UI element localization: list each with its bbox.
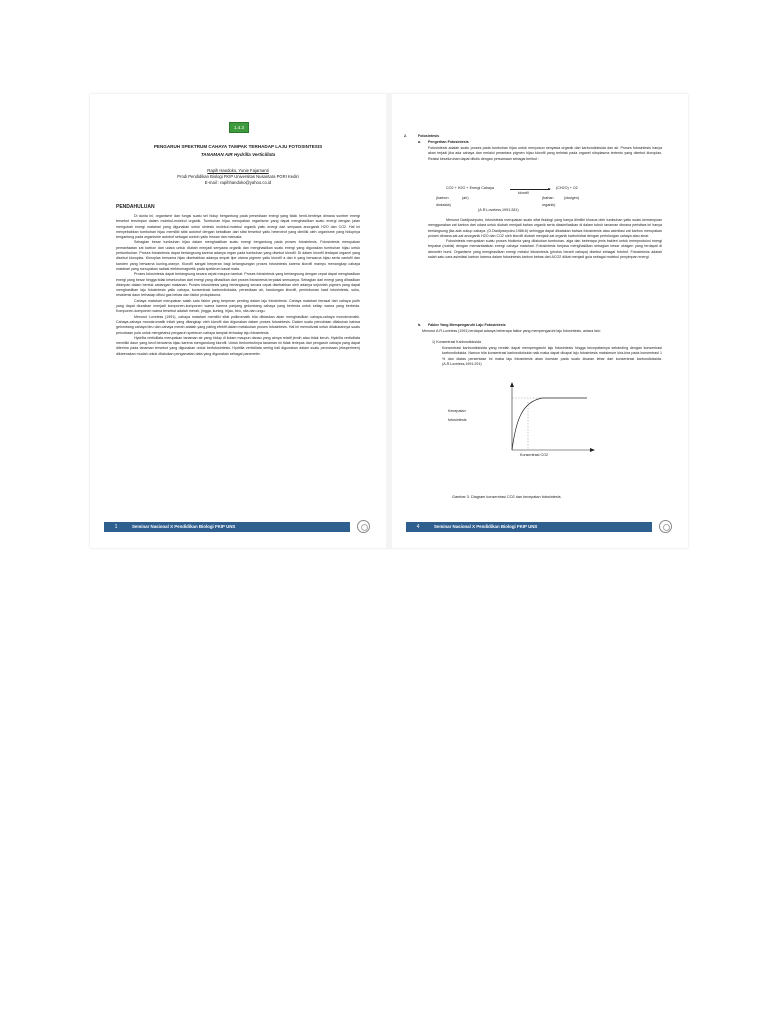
subsection-b-title: Faktor Yang Mempengaruhi Laju Fotosintesis: [428, 323, 506, 327]
section-title: Fotosintesis: [418, 134, 440, 138]
left-page: [90, 94, 386, 548]
equation-label: (air): [462, 196, 469, 200]
paper-title: [120, 143, 356, 159]
body-text: [116, 214, 360, 357]
title-line-1: PENGARUH SPEKTRUM CAHAYA TAMPAK TERHADAP LAJU FOTOSINTESIS: [153, 144, 323, 149]
footer-band: Seminar Nasional X Pendidikan Biologi FKIP UNS: [128, 522, 350, 532]
university-logo-icon: [357, 520, 370, 533]
paragraph: Menurut Loveless (1991), cahaya matahari memiliki sifat polikromatik bila dibiaskan akan menghasilkan cahaya-cahaya monokromatik. Cahaya-cahaya monokromatik inilah yang ditangkap oleh klorofil dan digunakan dalam proses fotosintesis. Dalam suatu percobaan dilakukan bahwa gelombang cahaya biru dan cahaya merah adalah yang paling efektif dalam melakukan proses fotosintesis. Hal ini memotivasi untuk dilakukannya suatu percobaan pula untuk mengetahui pengaruh spektrum cahaya tampak terhadap laju fotosintesis.: [116, 314, 360, 335]
figure-caption: Gambar 3. Diagram konsentrasi CO2 dan kecepatan fotosintesis: [452, 495, 561, 499]
subsection-a-title: Pengertian Fotosintesis: [428, 140, 469, 144]
x-axis-label: Konsentrasi CO2: [520, 453, 549, 457]
equation-label: dioksida): [436, 203, 451, 207]
paragraph: Fotosintesis merupakan suatu proses biokimia yang dilakukan tumbuhan, alga dan beberapa jenis bakteri untuk memproduksi energi terpakai (nutrisi) dengan memanfaatkan energi cahaya matahari. Fotosintesis berjasa menghasilkan sebagian besar oksigen yang terdapat di atmosfer bumi. Organisme yang menghasilkan energi melalui fotosintesis (photos berarti cahaya) disebut sebagai fototrof. Fotosintesis adalah salah satu cara asimilasi karbon karena dalam fotosintesis karbon bebas dari ACO2 diikat menjadi gula sebagai molekul penyimpan energi.: [428, 239, 662, 260]
subsection-a-label: a.: [418, 140, 421, 144]
page-number: 4: [406, 522, 430, 532]
authors: Rapih Handoko, Yunie Fajarnanti: [207, 168, 269, 173]
equation-label: (bahan: [542, 196, 554, 200]
author-block: [120, 168, 356, 187]
paragraph: Fotosintesis adalah suatu proses pada tumbuhan hijau untuk menyusun senyawa organik dari karbondioksida dan air. Proses fotosintesis hanya akan terjadi jika ada cahaya dan melalui perantara pigmen hijau klorofil yang terletak pada organel sitoplasma tertentu yang disebut kloroplas. Reaksi keseluruhan dapat ditulis dengan persamaan sebagai berikut :: [428, 146, 662, 161]
paragraph: Proses fotosintesis dapat berlangsung secara cepat maupun lambat. Proses fotosintesis yang berlangsung dengan cepat dapat menghasilkan energi yang besar hingga tidak keseluruhan dari energi yang dihasilkan dari proses fotosintesis terpakai semuanya. Sebagian dari energi yang dihasilkan disimpan dalam bentuk cadangan makanan. Proses fotosintesis yang berlangsung secara cepat disebabkan oleh adanya sejumlah pigmen yang dapat menghasilkan laju fotosintesis yaitu cahaya, konsentrasi karbondioksida, persediaan air, kandungan klorofil, penimbunan hasil fotosintesis, suhu, resistensi daun terhadap difusi gas bebas dan faktor protoplasma.: [116, 272, 360, 298]
paragraph: Menurut Dwidjoseputro, fotosintesis merupakan suatu sifat fisiologi yang hanya dimiliki khusus oleh tumbuhan yaitu suatu kemampuan menggunakan zat karbon dari udara untuk diubah menjadi bahan organik serta diasimilasikan di dalam tubuh tanaman dimana peristiwa ini hanya berlangsung jika ada cukup cahaya. (D.Dwidjoseputro,1986:6) sehingga dapat dikatakan bahwa fotosintesis atau asimilasi zat karbon merupakan proses dimana zat-zat anorganik H2O dan CO2 oleh klorofil diubah menjadi zat organik karbohidrat dengan pertolongan cahaya atau sinar.: [428, 218, 662, 238]
equation-catalyst: klorofil: [518, 191, 529, 195]
university-logo-icon: [659, 520, 672, 533]
paragraph: Sebagian besar tumbuhan hijau dalam menghasilkan suatu energi bergantung pada proses fotosintesis. Fotosintesis merupakan pemanfaatan zat karbon dari udara untuk diubah menjadi senyawa organik dan menghasilkan suatu energi yang digunakan tumbuhan hijau untuk pertumbuhan. Proses fotosintesis dapat berlangsung karena adanya organ pada tumbuhan yang disebut klorofil. Di dalam klorofil terdapat organel yang disebut kloroplas. Kloroplas bersama hijau disebabkan adanya empat tipe utama pigmen yaitu klorofil a dan b yang berwarna hijau serta xantofil dan karoten yang berwarna kuning-oranye. Klorofil sangat berperan bagi kelangsungan proses fotosintesis karena klorofil mampu menangkap cahaya matahari yang merupakan radiasi elektromagnetik pada spektrum kasat mata.: [116, 240, 360, 271]
document-spread: [90, 94, 688, 548]
y-axis-label: fotosintesis: [448, 418, 467, 422]
equation-citation: (A.R.Loveless,1991:281): [478, 208, 519, 212]
y-axis-arrow-icon: [510, 382, 514, 387]
right-page: [392, 94, 688, 548]
equation-label: (oksigen): [564, 196, 580, 200]
title-line-2: TANAMAN AIR Hydrilla Verticillata: [200, 152, 276, 157]
section-badge: 1.4.3: [229, 122, 249, 133]
equation-reactants: CO2 + H2O + Energi Cahaya: [446, 186, 494, 190]
page-number: 1: [104, 522, 128, 532]
footer-band: Seminar Nasional X Pendidikan Biologi FKIP UNS: [430, 522, 652, 532]
section-heading: PENDAHULUAN: [116, 204, 155, 210]
paragraph: Hydrilla verticillata merupakan tanaman air yang hidup di kolam maupun danau yang airnya relatif jernih atau tidak keruh. Hydrilla verticillata memiliki daun yang kecil berwarna hijau karena mengandung klorofil. Untuk berlumbuhnya tanaman ini tidak terlepas dari pengaruh cahaya yang dapat diterima pada tanaman tersebut yang digunakan untuk berfotosintesis. Hydrilla verticillata sering kali digunakan dalam suatu percobaan (eksperimen) dikarenakan mudah untuk dilakukan pengamatan data yang digunakan sebagai parameter.: [116, 335, 360, 356]
paragraph: Di dunia ini, organisme dan fungsi suatu sel hidup bergantung pada persediaan energi yang tidak henti-hentinya dimana sumber energi tersebut tersimpan dalam molekul-molekul organik. Tumbuhan hijau merupakan organisme yang dapat menghasilkan suatu energi dengan jalan mengubah energi matahari yang digunakan untuk sintesis molekul-molekul organik yaitu energi dari senyawa anorganik H2O dan CO2. Hal ini menyebabkan tumbuhan hijau memiliki sifat autotrof dengan kebalikan dari sifat tersebut yaitu heterotrof yang dimiliki oleh organisme yang hidupnya bergantung pada organisme autotrof sebagai contoh yaitu hewan dan manusia.: [116, 214, 360, 240]
x-axis-arrow-icon: [590, 448, 595, 452]
section-number: 2.: [404, 134, 407, 138]
footer: [104, 522, 370, 532]
y-axis-label: Kecepatan: [448, 409, 466, 413]
body-text: [428, 218, 662, 260]
list-item-text: Konsentrasi karbondioksida yang rendah dapat mempengaruhi laju fotosintesis hingga kecepatannya sebanding dengan konsentrasi karbondioksida. Namun bila konsentrasi karbondioksida naik maka dapat dicapai laju fotosintesis maksimum kira-kira pada konsentrasi 1 % dan diatas persentase ini maka laju fotosintesis akan konstan pada suatu kisaran lebar dari konsentrasi karbondioksida. (A.R.Loveless,1991:291): [442, 346, 662, 366]
affiliation: Prodi Pendidikan Biologi FKIP Universitas Nusantara PGRI Kediri: [177, 174, 299, 180]
subsection-b-label: b.: [418, 323, 422, 327]
rate-curve: [512, 398, 587, 450]
paragraph: Menurut A.R.Loveless (1991) terdapat adanya beberapa faktor yang mempengaruhi laju fotosintesis, antara lain:: [422, 329, 601, 333]
reaction-arrow-icon: [510, 189, 550, 190]
equation-label: organik): [542, 203, 556, 207]
list-item: 1) Konsentrasi Karbondioksida: [432, 340, 481, 344]
paragraph: Cahaya matahari merupakan salah satu faktor yang berperan penting dalam laju fotosintesis. Cahaya matahari berasal dari cahaya putih yang dapat diuraikan menjadi komponen-komponen warna karena panjang gelombang cahaya yang berbeda untuk setiap warna yang berbeda. Komponen-komponen warna tersebut adalah merah, jingga, kuning, hijau, biru, nila dan ungu.: [116, 298, 360, 314]
email: E-mail : rapihhandoko@yahoo.co.id: [204, 180, 272, 186]
equation-products: (CH2O) + O2: [556, 186, 578, 190]
equation-label: (karbon: [436, 196, 449, 200]
footer: [406, 522, 672, 532]
